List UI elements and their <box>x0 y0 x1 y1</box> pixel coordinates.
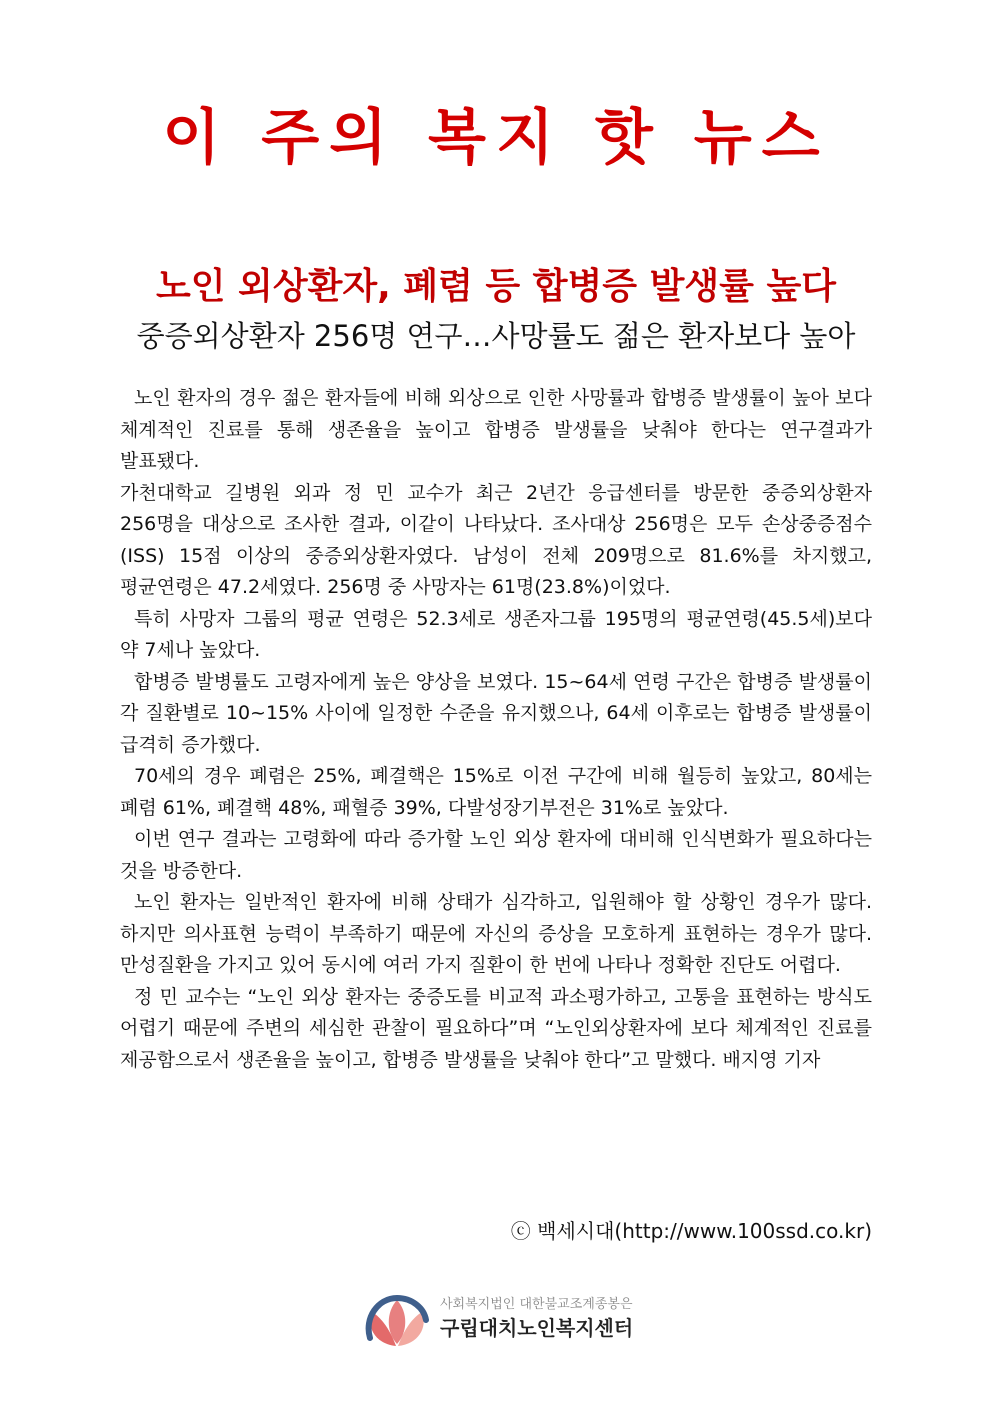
logo-org-subtitle: 사회복지법인 대한불교조계종봉은 <box>440 1297 633 1312</box>
paragraph: 70세의 경우 폐렴은 25%, 폐결핵은 15%로 이전 구간에 비해 월등히 높았고, 80세는 폐렴 61%, 폐결핵 48%, 패혈증 39%, 다발성장기부전은 31%로 높았다. <box>120 765 872 819</box>
paragraph: 합병증 발병률도 고령자에게 높은 양상을 보였다. 15~64세 연령 구간은 합병증 발생률이 각 질환별로 10~15% 사이에 일정한 수준을 유지했으나, 64세 이후로는 합병증 발생률이 급격히 증가했다. <box>120 670 872 756</box>
copyright-notice: ⓒ 백세시대(http://www.100ssd.co.kr) <box>510 1219 872 1243</box>
paragraph: 노인 환자는 일반적인 환자에 비해 상태가 심각하고, 입원해야 할 상황인 경우가 많다. 하지만 의사표현 능력이 부족하기 때문에 자신의 증상을 모호하게 표현하는 경우가 많다. 만성질환을 가지고 있어 동시에 여러 가지 질환이 한 번에 나타나 정확한 진단도 어렵다. <box>120 891 872 976</box>
article-headline: 노인 외상환자, 폐렴 등 합병증 발생률 높다 <box>155 266 837 307</box>
article-body <box>120 383 872 1076</box>
logo-org-name: 구립대치노인복지센터 <box>440 1316 634 1340</box>
article-subheadline: 중증외상환자 256명 연구…사망률도 젊은 환자보다 높아 <box>136 319 856 353</box>
paragraph: 특히 사망자 그룹의 평균 연령은 52.3세로 생존자그룹 195명의 평균연령(45.5세)보다 약 7세나 높았다. <box>120 607 872 661</box>
footer-logo <box>362 1292 642 1352</box>
paragraph: 가천대학교 길병원 외과 정 민 교수가 최근 2년간 응급센터를 방문한 중증외상환자 256명을 대상으로 조사한 결과, 이같이 나타났다. 조사대상 256명은 모두 손상중증점수(ISS) 15점 이상의 중증외상환자였다. 남성이 전체 209명으로 81.6%를 차지했고, 평균연령은 47.2세였다. 256명 중 사망자는 61명(23.8%)이었다. <box>120 481 872 598</box>
paragraph: 정 민 교수는 “노인 외상 환자는 중증도를 비교적 과소평가하고, 고통을 표현하는 방식도 어렵기 때문에 주변의 세심한 관찰이 필요하다”며 “노인외상환자에 보다 체계적인 진료를 제공함으로서 생존율을 높이고, 합병증 발생률을 낮춰야 한다”고 말했다. 배지영 기자 <box>120 985 872 1071</box>
lotus-logo-icon <box>362 1292 432 1352</box>
masthead-title: 이 주의 복지 핫 뉴스 <box>162 103 830 173</box>
logo-text <box>440 1296 640 1342</box>
paragraph: 노인 환자의 경우 젊은 환자들에 비해 외상으로 인한 사망률과 합병증 발생률이 높아 보다 체계적인 진료를 통해 생존율을 높이고 합병증 발생률을 낮춰야 한다는 연구결과가 발표됐다. <box>120 387 872 472</box>
paragraph: 이번 연구 결과는 고령화에 따라 증가할 노인 외상 환자에 대비해 인식변화가 필요하다는 것을 방증한다. <box>120 828 872 882</box>
